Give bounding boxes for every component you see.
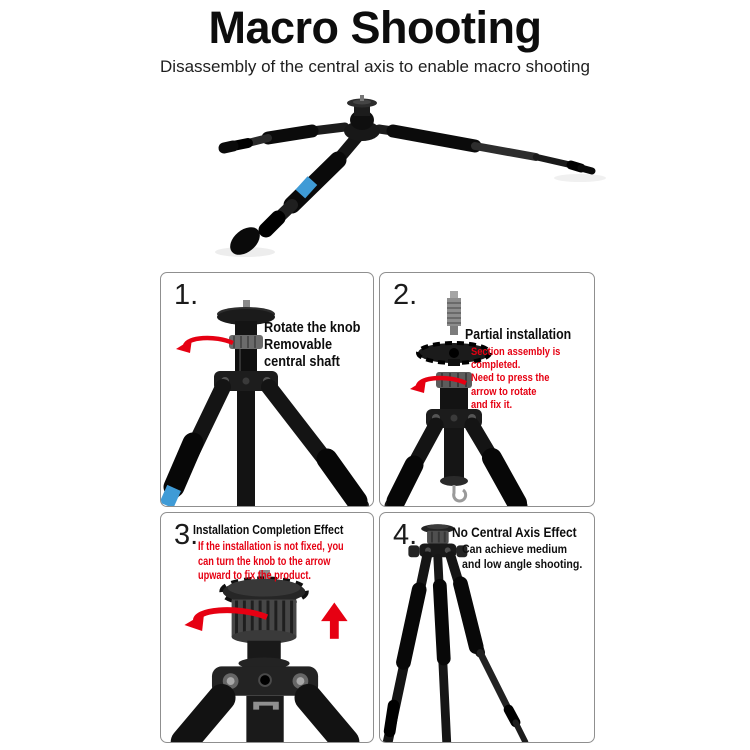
tripod-front-leg <box>225 136 358 260</box>
rotation-arrow-icon <box>176 338 233 353</box>
center-leg <box>438 558 447 742</box>
tripod-flat-illustration <box>130 90 620 265</box>
step-number: 3. <box>174 519 199 551</box>
step-panel-3 <box>160 512 374 743</box>
left-leg <box>392 425 436 506</box>
step-note: If the installation is not fixed, you can turn the knob to the arrow upward to fix the product. <box>198 541 344 583</box>
up-arrow-icon <box>321 602 348 638</box>
tripod-right-leg <box>379 129 592 171</box>
step-number: 2. <box>393 279 418 311</box>
hero-product-photo <box>130 90 620 265</box>
right-leg <box>472 425 520 506</box>
right-leg <box>451 556 526 742</box>
tripod-hub-and-mount <box>344 95 380 141</box>
step-number: 1. <box>174 279 199 311</box>
page-title: Macro Shooting <box>208 2 542 53</box>
lower-column <box>237 391 255 506</box>
detached-screw <box>447 291 461 335</box>
center-tube-and-hook <box>440 428 468 501</box>
step-panel-1 <box>160 272 374 507</box>
step-heading: Rotate the knob Removable central shaft <box>264 320 361 370</box>
tripod-left-leg <box>224 127 345 148</box>
legs <box>184 696 345 742</box>
shadow <box>554 174 606 182</box>
left-leg <box>388 556 427 742</box>
page-subtitle: Disassembly of the central axis to enable macro shooting <box>160 57 590 76</box>
step-panel-4 <box>379 512 595 743</box>
step-note: Section assembly is completed. Need to press the arrow to rotate and fix it. <box>471 346 561 411</box>
right-leg <box>269 387 361 506</box>
step-heading: No Central Axis Effect <box>452 524 577 540</box>
step-heading: Installation Completion Effect <box>193 522 344 537</box>
step-note: Can achieve medium and low angle shooting. <box>462 542 583 571</box>
step-heading: Partial installation <box>465 327 572 343</box>
step-panel-2 <box>379 272 595 507</box>
step-number: 4. <box>393 519 418 551</box>
left-leg <box>161 387 223 506</box>
knurled-knob <box>232 599 297 643</box>
